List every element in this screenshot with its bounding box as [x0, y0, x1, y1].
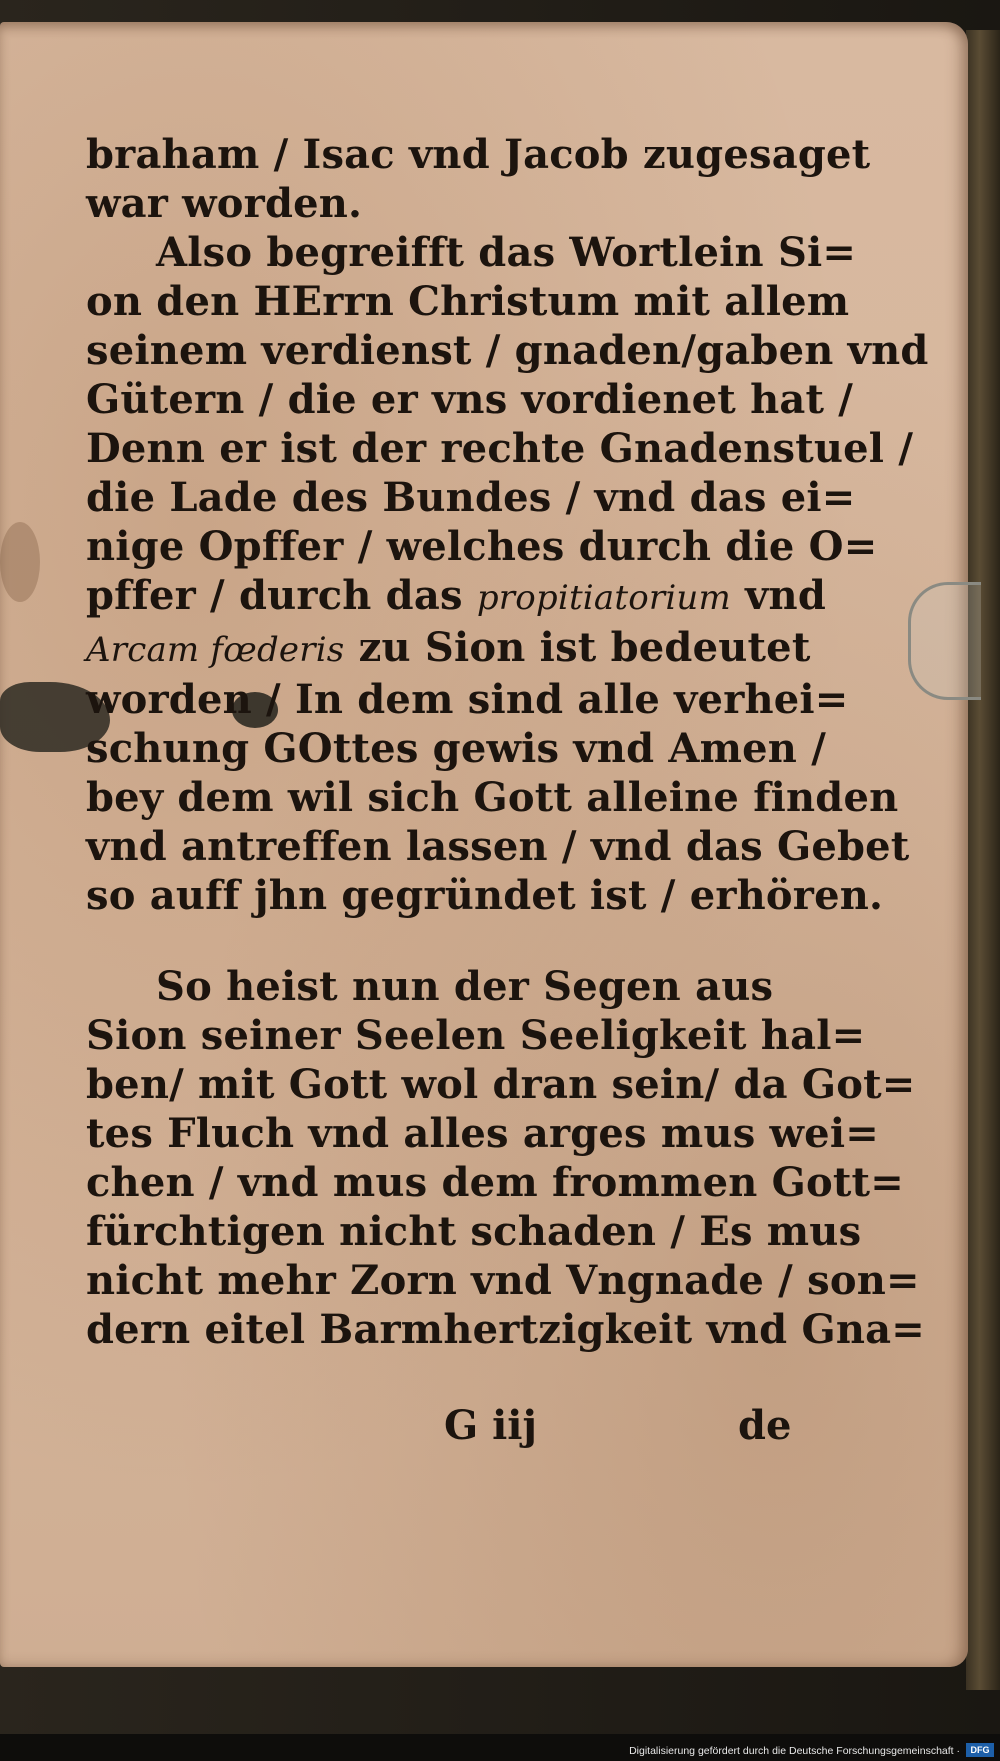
dfg-logo: DFG	[966, 1743, 994, 1757]
text-line: vnd antreffen lassen / vnd das Gebet	[86, 823, 910, 870]
text-line: tes Fluch vnd alles arges mus wei=	[86, 1110, 879, 1157]
text-span: pffer / durch das	[86, 572, 463, 619]
text-span: zu Sion ist bedeutet	[358, 624, 811, 671]
text-line: braham / Isac vnd Jacob zugesaget	[86, 131, 871, 178]
page-text	[86, 130, 929, 1354]
text-line: seinem verdienst / gnaden/gaben vnd	[86, 327, 929, 374]
text-line	[86, 571, 846, 623]
text-line: Gütern / die er vns vordienet hat /	[86, 376, 854, 423]
latin-term: propitiatorium	[476, 578, 731, 618]
text-line: schung GOttes gewis vnd Amen /	[86, 725, 827, 772]
text-line: chen / vnd mus dem frommen Gott=	[86, 1159, 904, 1206]
smudge	[0, 522, 40, 602]
text-line: fürchtigen nicht schaden / Es mus	[86, 1208, 862, 1255]
text-line: so auff jhn gegründet ist / erhören.	[86, 872, 884, 919]
text-line: on den HErrn Christum mit allem	[86, 278, 850, 325]
text-line: die Lade des Bundes / vnd das ei=	[86, 474, 856, 521]
text-line: worden / In dem sind alle verhei=	[86, 676, 849, 723]
text-line: ben/ mit Gott wol dran sein/ da Got=	[86, 1061, 916, 1108]
text-line: nige Opffer / welches durch die O=	[86, 523, 878, 570]
text-line: war worden.	[86, 180, 363, 227]
signature-mark: G iij	[444, 1402, 537, 1449]
text-line: nicht mehr Zorn vnd Vngnade / son=	[86, 1257, 920, 1304]
text-line	[86, 623, 846, 675]
latin-term: Arcam fœderis	[86, 630, 345, 670]
text-line: Denn er ist der rechte Gnadenstuel /	[86, 425, 914, 472]
text-span: vnd	[745, 572, 826, 619]
funding-credit: Digitalisierung gefördert durch die Deutsche Forschungsgemeinschaft ·	[629, 1745, 960, 1757]
catchword: de	[738, 1402, 792, 1449]
text-line: dern eitel Barmhertzigkeit vnd Gna=	[86, 1306, 925, 1353]
text-line: Also begreifft das Wortlein Si=	[156, 229, 857, 276]
book-page	[0, 22, 968, 1667]
text-line: So heist nun der Segen aus	[156, 963, 774, 1010]
paragraph	[86, 962, 925, 1354]
bookmark-clip	[908, 582, 981, 700]
text-line: bey dem wil sich Gott alleine finden	[86, 774, 899, 821]
text-line: Sion seiner Seelen Seeligkeit hal=	[86, 1012, 866, 1059]
book-edge	[966, 30, 1000, 1690]
